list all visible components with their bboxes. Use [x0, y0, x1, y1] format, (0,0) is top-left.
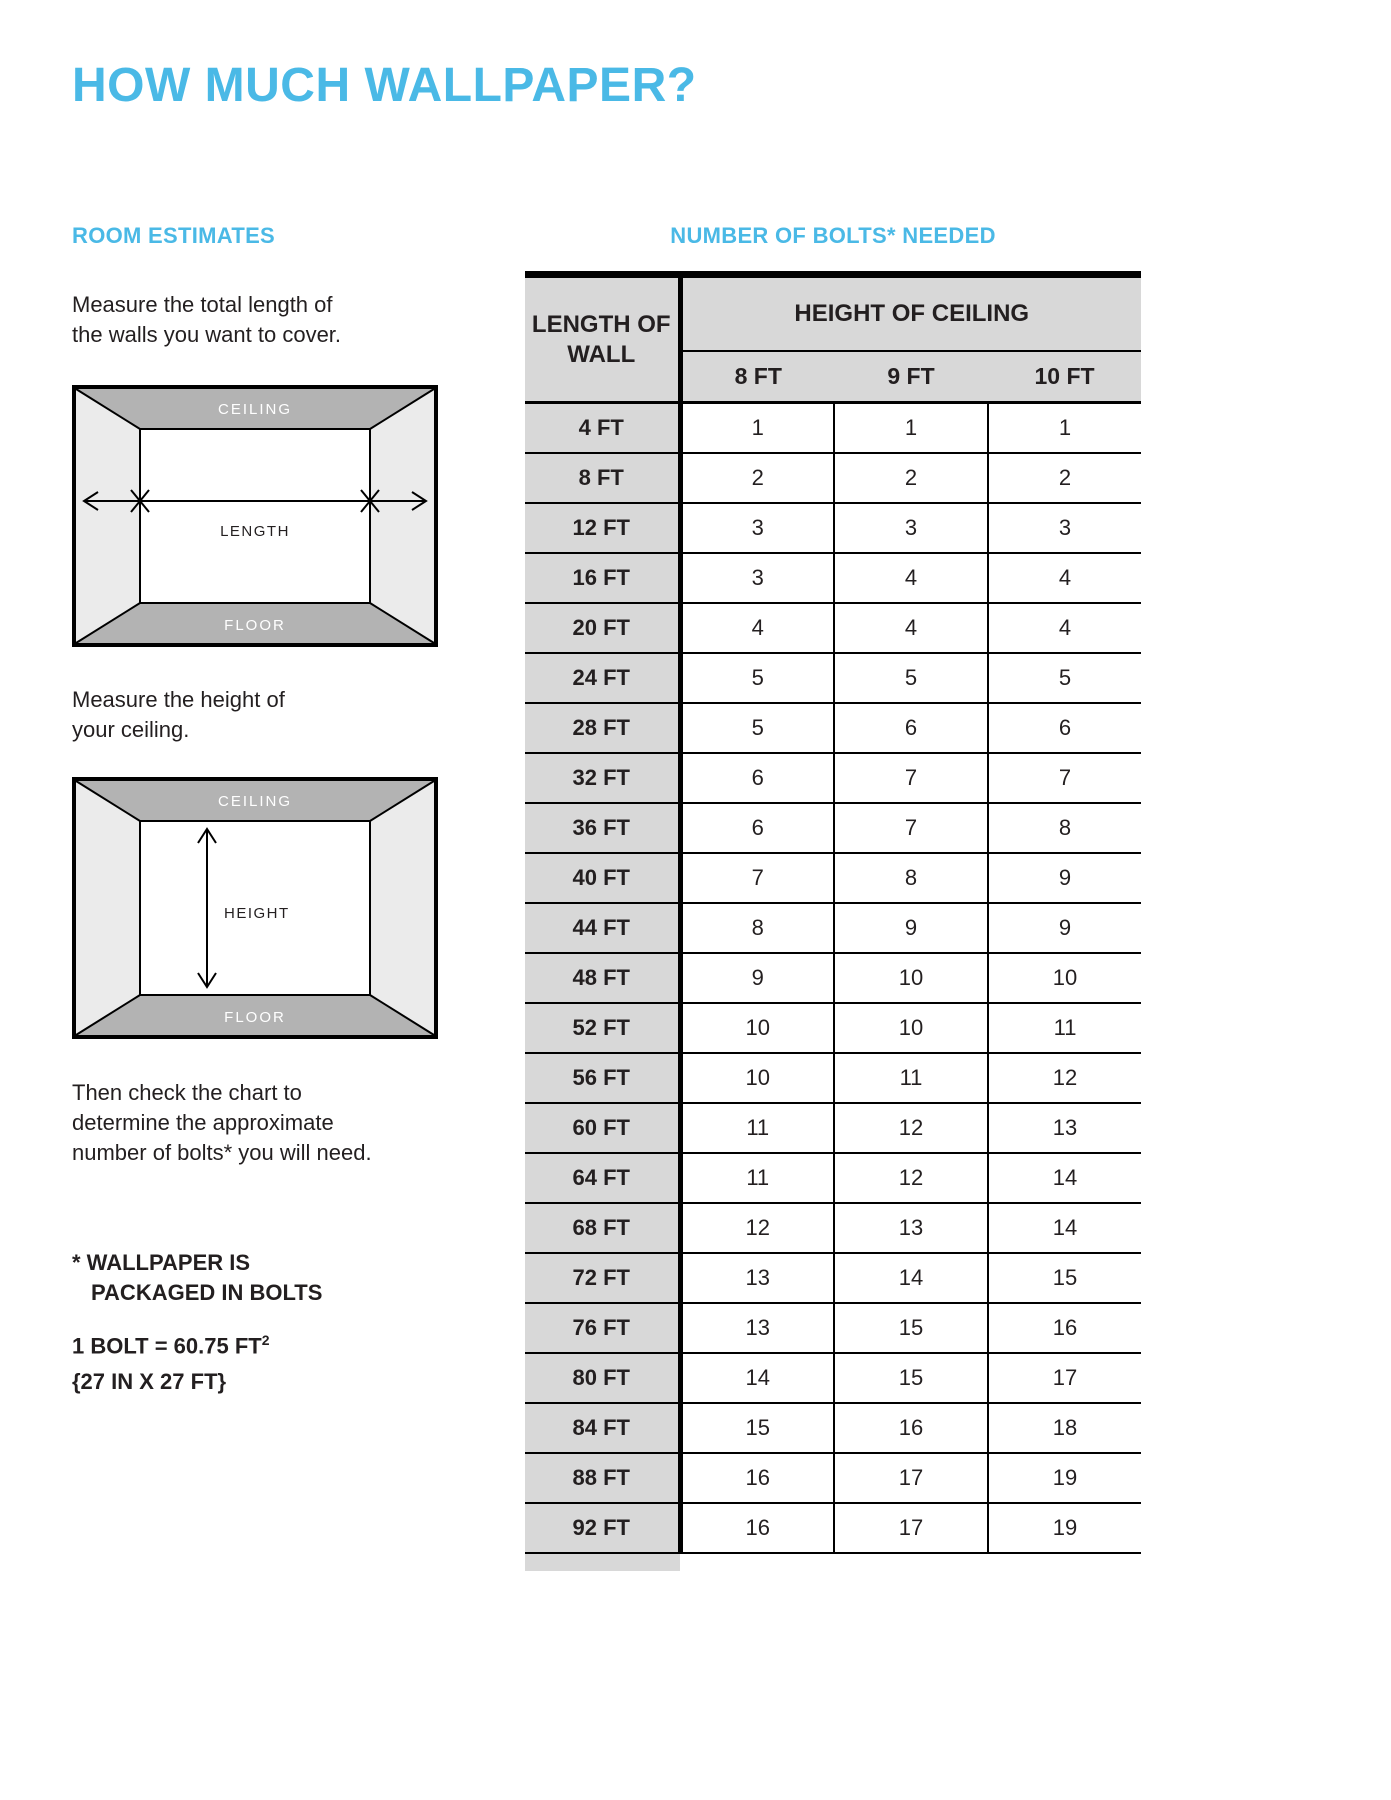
- right-wall-surface: [370, 389, 434, 643]
- floor-label: FLOOR: [224, 617, 286, 634]
- bolt-count-cell: 12: [680, 1203, 834, 1253]
- table-row: [525, 703, 1141, 753]
- height-label: HEIGHT: [224, 905, 290, 922]
- ceiling-height-column-header: 8 FT: [680, 351, 834, 403]
- wall-length-cell: 4 FT: [525, 403, 680, 454]
- room-estimates-heading: ROOM ESTIMATES: [72, 223, 276, 248]
- table-row: [525, 1203, 1141, 1253]
- room-length-diagram: [72, 385, 438, 647]
- table-row: [525, 803, 1141, 853]
- table-footer-stub-row: [525, 1553, 1141, 1571]
- instruction-measure-length: [72, 290, 438, 350]
- table-row: [525, 953, 1141, 1003]
- bolts-table: [525, 271, 1141, 1571]
- bolt-count-cell: 19: [988, 1503, 1141, 1553]
- bolt-count-cell: 1: [680, 403, 834, 454]
- wall-length-cell: 80 FT: [525, 1353, 680, 1403]
- table-row: [525, 503, 1141, 553]
- wall-length-cell: 28 FT: [525, 703, 680, 753]
- table-row: [525, 1103, 1141, 1153]
- bolt-count-cell: 6: [834, 703, 988, 753]
- bolt-dimensions: {27 IN X 27 FT}: [72, 1369, 227, 1395]
- bolt-count-cell: 7: [834, 753, 988, 803]
- bolt-count-cell: 7: [680, 853, 834, 903]
- back-wall-surface: [140, 429, 370, 603]
- table-row: [525, 603, 1141, 653]
- footnote-line: PACKAGED IN BOLTS: [91, 1280, 323, 1305]
- bolts-table-body: [525, 403, 1141, 1554]
- footnote-line: * WALLPAPER IS: [72, 1250, 251, 1275]
- ceiling-height-column-header: 9 FT: [834, 351, 988, 403]
- bolt-count-cell: 8: [680, 903, 834, 953]
- bolt-count-cell: 8: [988, 803, 1141, 853]
- page-title: HOW MUCH WALLPAPER?: [72, 59, 697, 112]
- wall-length-cell: 40 FT: [525, 853, 680, 903]
- table-row: [525, 903, 1141, 953]
- table-footer-blank: [680, 1553, 1141, 1571]
- bolt-count-cell: 14: [680, 1353, 834, 1403]
- ceiling-label: CEILING: [217, 401, 293, 418]
- wall-length-cell: 12 FT: [525, 503, 680, 553]
- height-of-ceiling-header: HEIGHT OF CEILING: [680, 275, 1141, 352]
- table-row: [525, 753, 1141, 803]
- wall-length-cell: 64 FT: [525, 1153, 680, 1203]
- bolt-count-cell: 15: [834, 1353, 988, 1403]
- bolt-count-cell: 13: [988, 1103, 1141, 1153]
- table-row: [525, 1403, 1141, 1453]
- content-columns: [72, 223, 1391, 1571]
- bolt-count-cell: 10: [680, 1003, 834, 1053]
- wall-length-cell: 20 FT: [525, 603, 680, 653]
- wall-length-cell: 52 FT: [525, 1003, 680, 1053]
- instruction-line: your ceiling.: [72, 717, 190, 742]
- bolt-count-cell: 16: [834, 1403, 988, 1453]
- bolt-count-cell: 9: [988, 903, 1141, 953]
- wall-length-cell: 60 FT: [525, 1103, 680, 1153]
- length-label: LENGTH: [220, 523, 290, 540]
- wall-length-cell: 92 FT: [525, 1503, 680, 1553]
- bolt-count-cell: 3: [680, 553, 834, 603]
- bolt-count-cell: 12: [988, 1053, 1141, 1103]
- bolt-count-cell: 2: [988, 453, 1141, 503]
- bolt-count-cell: 16: [680, 1453, 834, 1503]
- left-wall-surface: [76, 389, 140, 643]
- instruction-line: the walls you want to cover.: [72, 322, 342, 347]
- instruction-check-chart: [72, 1078, 438, 1168]
- floor-label: FLOOR: [224, 1009, 286, 1026]
- bolt-count-cell: 14: [988, 1153, 1141, 1203]
- bolts-table-section: [525, 223, 1141, 1571]
- bolt-count-cell: 10: [988, 953, 1141, 1003]
- table-footer-stub: [525, 1553, 680, 1571]
- bolt-count-cell: 19: [988, 1453, 1141, 1503]
- table-row: [525, 1503, 1141, 1553]
- bolt-count-cell: 4: [680, 603, 834, 653]
- table-row: [525, 1153, 1141, 1203]
- table-row: [525, 403, 1141, 454]
- bolt-count-cell: 5: [680, 653, 834, 703]
- bolt-count-cell: 2: [680, 453, 834, 503]
- wall-length-cell: 8 FT: [525, 453, 680, 503]
- table-row: [525, 1303, 1141, 1353]
- table-row: [525, 1253, 1141, 1303]
- right-wall-surface: [370, 781, 434, 1035]
- bolt-count-cell: 18: [988, 1403, 1141, 1453]
- table-row: [525, 1053, 1141, 1103]
- bolt-count-cell: 10: [834, 953, 988, 1003]
- bolt-count-cell: 16: [680, 1503, 834, 1553]
- bolt-count-cell: 3: [680, 503, 834, 553]
- bolt-count-cell: 1: [988, 403, 1141, 454]
- bolt-count-cell: 15: [680, 1403, 834, 1453]
- table-row: [525, 653, 1141, 703]
- bolt-count-cell: 15: [834, 1303, 988, 1353]
- bolt-count-cell: 10: [680, 1053, 834, 1103]
- bolt-count-cell: 6: [680, 753, 834, 803]
- wall-length-cell: 44 FT: [525, 903, 680, 953]
- bolt-count-cell: 11: [680, 1103, 834, 1153]
- bolt-count-cell: 10: [834, 1003, 988, 1053]
- bolt-count-cell: 6: [680, 803, 834, 853]
- bolt-equation: [72, 1332, 438, 1359]
- room-height-diagram: [72, 777, 438, 1039]
- wall-length-cell: 36 FT: [525, 803, 680, 853]
- bolt-count-cell: 9: [680, 953, 834, 1003]
- table-row: [525, 453, 1141, 503]
- instruction-line: Measure the height of: [72, 687, 285, 712]
- bolt-count-cell: 7: [988, 753, 1141, 803]
- bolt-equation-text: 1 BOLT = 60.75 FT: [72, 1333, 262, 1359]
- table-row: [525, 853, 1141, 903]
- bolt-count-cell: 11: [988, 1003, 1141, 1053]
- instruction-line: Measure the total length of: [72, 292, 333, 317]
- wall-length-cell: 76 FT: [525, 1303, 680, 1353]
- bolt-count-cell: 13: [834, 1203, 988, 1253]
- bolt-count-cell: 6: [988, 703, 1141, 753]
- bolt-count-cell: 1: [834, 403, 988, 454]
- bolt-count-cell: 14: [988, 1203, 1141, 1253]
- bolt-count-cell: 17: [834, 1503, 988, 1553]
- bolt-count-cell: 3: [988, 503, 1141, 553]
- instruction-line: determine the approximate: [72, 1110, 334, 1135]
- wall-length-cell: 84 FT: [525, 1403, 680, 1453]
- ceiling-label: CEILING: [217, 793, 293, 810]
- wall-length-cell: 32 FT: [525, 753, 680, 803]
- table-header-row: [525, 275, 1141, 352]
- bolt-equation-superscript: 2: [261, 1332, 270, 1348]
- instruction-measure-height: [72, 685, 438, 745]
- bolt-count-cell: 2: [834, 453, 988, 503]
- wall-length-cell: 68 FT: [525, 1203, 680, 1253]
- bolt-count-cell: 12: [834, 1103, 988, 1153]
- bolt-count-cell: 13: [680, 1253, 834, 1303]
- table-row: [525, 553, 1141, 603]
- bolt-count-cell: 9: [834, 903, 988, 953]
- wall-length-cell: 72 FT: [525, 1253, 680, 1303]
- bolt-count-cell: 5: [988, 653, 1141, 703]
- left-wall-surface: [76, 781, 140, 1035]
- bolts-needed-heading: NUMBER OF BOLTS* NEEDED: [670, 223, 996, 248]
- wall-length-cell: 16 FT: [525, 553, 680, 603]
- bolt-count-cell: 13: [680, 1303, 834, 1353]
- bolt-count-cell: 4: [834, 603, 988, 653]
- bolt-count-cell: 5: [680, 703, 834, 753]
- wall-length-cell: 88 FT: [525, 1453, 680, 1503]
- bolt-count-cell: 3: [834, 503, 988, 553]
- bolt-count-cell: 15: [988, 1253, 1141, 1303]
- bolt-count-cell: 12: [834, 1153, 988, 1203]
- wall-length-cell: 24 FT: [525, 653, 680, 703]
- room-estimates-section: [72, 223, 438, 1395]
- bolt-count-cell: 4: [834, 553, 988, 603]
- bolt-count-cell: 17: [988, 1353, 1141, 1403]
- table-row: [525, 1353, 1141, 1403]
- wall-length-cell: 56 FT: [525, 1053, 680, 1103]
- bolt-count-cell: 4: [988, 553, 1141, 603]
- ceiling-height-column-header: 10 FT: [988, 351, 1141, 403]
- wall-length-cell: 48 FT: [525, 953, 680, 1003]
- table-row: [525, 1003, 1141, 1053]
- instruction-line: number of bolts* you will need.: [72, 1140, 372, 1165]
- bolt-count-cell: 11: [834, 1053, 988, 1103]
- table-row: [525, 1453, 1141, 1503]
- wallpaper-bolts-footnote: [72, 1248, 438, 1308]
- bolt-count-cell: 11: [680, 1153, 834, 1203]
- bolt-count-cell: 4: [988, 603, 1141, 653]
- bolt-count-cell: 14: [834, 1253, 988, 1303]
- bolt-count-cell: 16: [988, 1303, 1141, 1353]
- bolt-count-cell: 17: [834, 1453, 988, 1503]
- bolt-count-cell: 9: [988, 853, 1141, 903]
- bolt-count-cell: 5: [834, 653, 988, 703]
- bolt-count-cell: 7: [834, 803, 988, 853]
- bolt-count-cell: 8: [834, 853, 988, 903]
- instruction-line: Then check the chart to: [72, 1080, 302, 1105]
- length-of-wall-header: LENGTH OF WALL: [525, 275, 680, 403]
